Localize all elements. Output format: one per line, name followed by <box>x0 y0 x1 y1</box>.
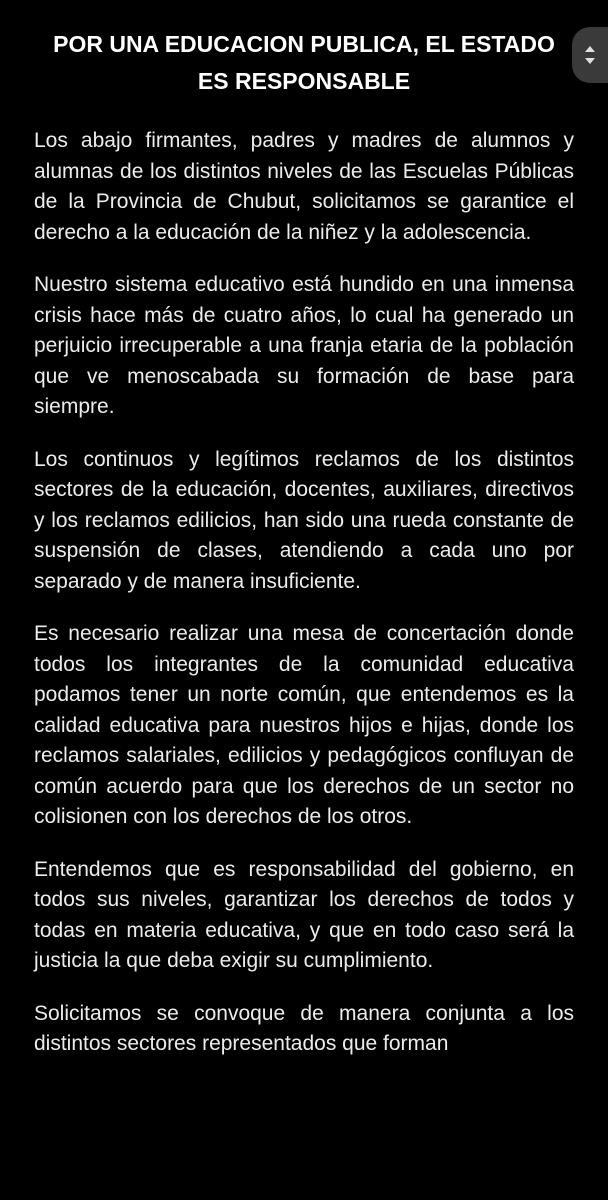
scroll-control[interactable] <box>572 27 608 83</box>
chevron-up-icon[interactable] <box>585 46 595 52</box>
paragraph: Solicitamos se convoque de manera conjunta a los distintos sectores representados que forman <box>34 1001 574 1055</box>
paragraph: Es necesario realizar una mesa de concertación donde todos los integrantes de la comunidad educativa podamos tener un norte común, que entendemos es la calidad educativa para nuestros hijos e hijas, donde los reclamos salariales, edilicios y pedagógicos confluyan de común acuerdo para que los derechos de un sector no colisionen con los derechos de los otros. <box>34 622 574 828</box>
document-title: POR UNA EDUCACION PUBLICA, EL ESTADO ES RESPONSABLE <box>53 31 555 94</box>
paragraph: Los continuos y legítimos reclamos de los distintos sectores de la educación, docentes, auxiliares, directivos y los reclamos edilicios, han sido una rueda constante de suspensión de clases, atendiendo a cada uno por separado y de manera insuficiente. <box>34 447 574 593</box>
paragraph: Los abajo firmantes, padres y madres de alumnos y alumnas de los distintos niveles de las Escuelas Públicas de la Provincia de Chubut, solicitamos se garantice el derecho a la educación de la niñez y la adolescencia. <box>34 129 574 244</box>
paragraph: Entendemos que es responsabilidad del gobierno, en todos sus niveles, garantizar los derechos de todos y todas en materia educativa, y que en todo caso será la justicia la que deba exigir su cumplimiento. <box>34 857 574 972</box>
chevron-down-icon[interactable] <box>585 58 595 64</box>
paragraph: Nuestro sistema educativo está hundido en una inmensa crisis hace más de cuatro años, lo cual ha generado un perjuicio irrecuperable a una franja etaria de la población que ve menoscabada su formación de base para siempre. <box>34 273 574 418</box>
